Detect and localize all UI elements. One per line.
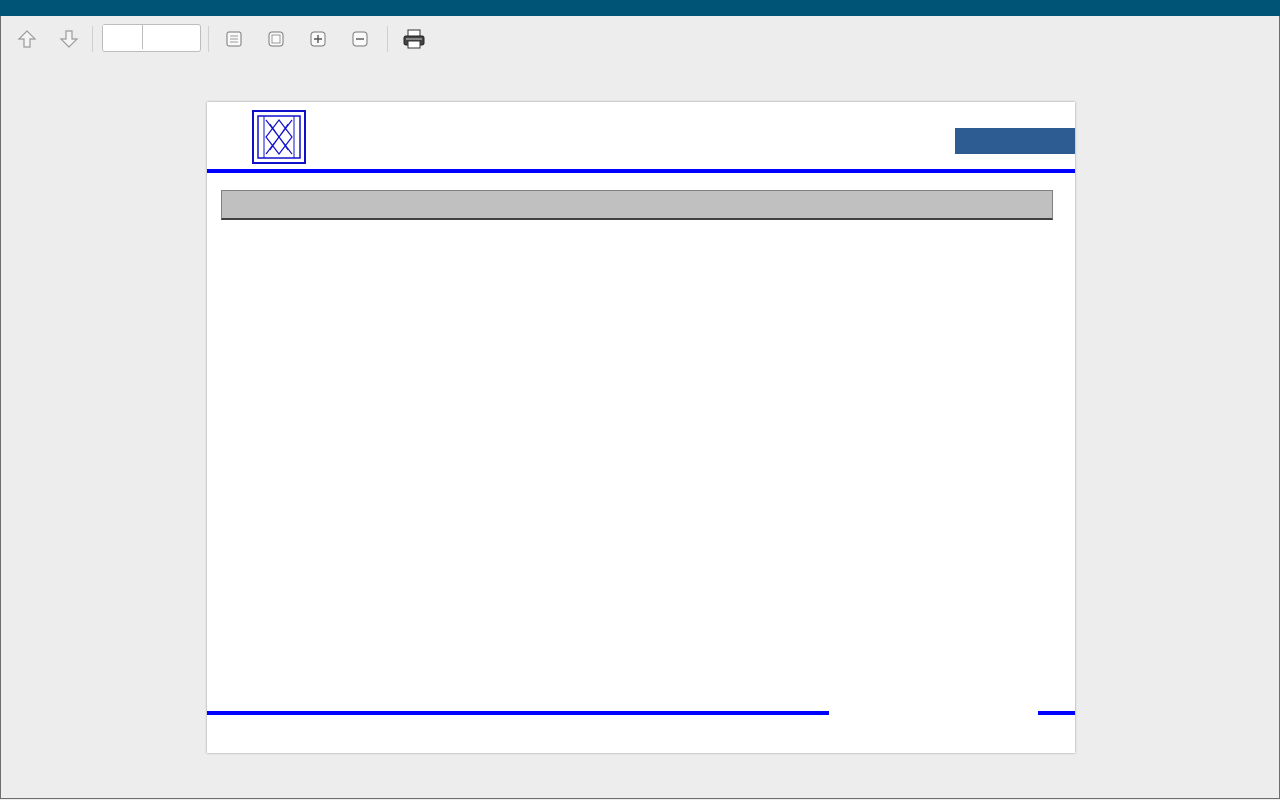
mit-lincoln-logo [252,110,306,164]
title-divider [207,169,1075,173]
arrow-up-icon [16,28,38,50]
fit-page-button[interactable] [261,24,291,54]
page-selector [102,24,201,52]
best-fit-button[interactable] [219,24,249,54]
window-manager-bar [0,0,1280,16]
zoom-out-icon [351,30,369,48]
page-count-label [143,25,200,51]
page-number-input[interactable] [103,25,143,49]
arrow-down-icon [58,28,80,50]
toolbar [1,16,1279,62]
document-page [207,102,1075,753]
printer-icon [402,28,426,50]
toolbar-separator [387,26,388,52]
document-viewer-window [0,16,1280,799]
fit-width-icon [225,30,243,48]
zoom-in-button[interactable] [303,24,333,54]
table-header [221,190,1053,220]
footer-divider [1038,711,1075,715]
fit-page-icon [267,30,285,48]
toolbar-separator [92,26,93,52]
print-button[interactable] [399,24,429,54]
zoom-in-icon [309,30,327,48]
next-page-button[interactable] [54,24,84,54]
iap-logo [955,128,1075,154]
toolbar-separator [208,26,209,52]
footer-divider [207,711,829,715]
zoom-out-button[interactable] [345,24,375,54]
previous-page-button[interactable] [12,24,42,54]
